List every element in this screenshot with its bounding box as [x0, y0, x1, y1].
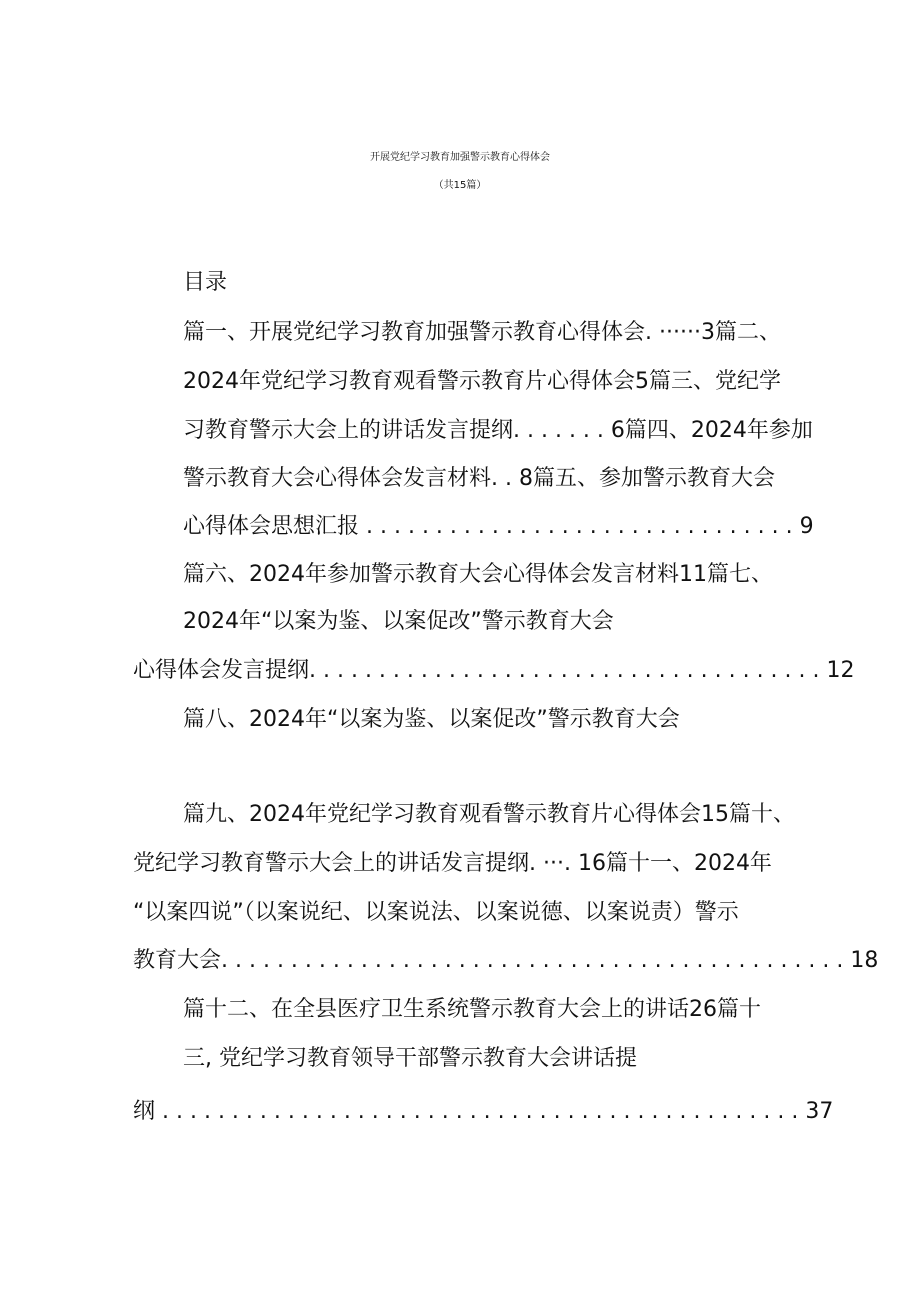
toc-line: 心得体会思想汇报 . . . . . . . . . . . . . . . . . . . . . . . . . . . . . . . 9 — [183, 514, 814, 539]
toc-line: 2024年“以案为鉴、以案促改”警示教育大会 — [183, 609, 614, 634]
toc-heading: 目录 — [183, 270, 228, 295]
toc-line: 习教育警示大会上的讲话发言提纲. . . . . . . 6篇四、2024年参加 — [183, 418, 813, 443]
toc-line: 篇一、开展党纪学习教育加强警示教育心得体会. ······3篇二、 — [183, 320, 781, 345]
toc-line: 心得体会发言提纲. . . . . . . . . . . . . . . . . . . . . . . . . . . . . . . . . . . . . 12 — [133, 658, 855, 683]
toc-line: 纲 . . . . . . . . . . . . . . . . . . . . . . . . . . . . . . . . . . . . . . . . . . . . . . 37 — [133, 1099, 834, 1124]
toc-line: 三, 党纪学习教育领导干部警示教育大会讲话提 — [183, 1046, 637, 1071]
toc-line: “以案四说”（以案说纪、以案说法、以案说德、以案说责）警示 — [133, 900, 739, 925]
toc-line: 篇八、2024年“以案为鉴、以案促改”警示教育大会 — [183, 707, 680, 732]
toc-line: 篇十二、在全县医疗卫生系统警示教育大会上的讲话26篇十 — [183, 997, 761, 1022]
toc-line: 篇九、2024年党纪学习教育观看警示教育片心得体会15篇十、 — [183, 802, 795, 827]
toc-line: 党纪学习教育警示大会上的讲话发言提纲. ···. 16篇十一、2024年 — [133, 851, 772, 876]
toc-line: 篇六、2024年参加警示教育大会心得体会发言材料11篇七、 — [183, 562, 773, 587]
toc-line: 教育大会. . . . . . . . . . . . . . . . . . . . . . . . . . . . . . . . . . . . . . . . . . . . . 18 — [133, 948, 879, 973]
toc-line: 警示教育大会心得体会发言材料. . 8篇五、参加警示教育大会 — [183, 466, 775, 491]
document-title-line-1: 开展党纪学习教育加强警示教育心得体会 — [370, 152, 550, 163]
document-title-line-2: （共15篇） — [433, 180, 487, 191]
toc-line: 2024年党纪学习教育观看警示教育片心得体会5篇三、党纪学 — [183, 369, 781, 394]
